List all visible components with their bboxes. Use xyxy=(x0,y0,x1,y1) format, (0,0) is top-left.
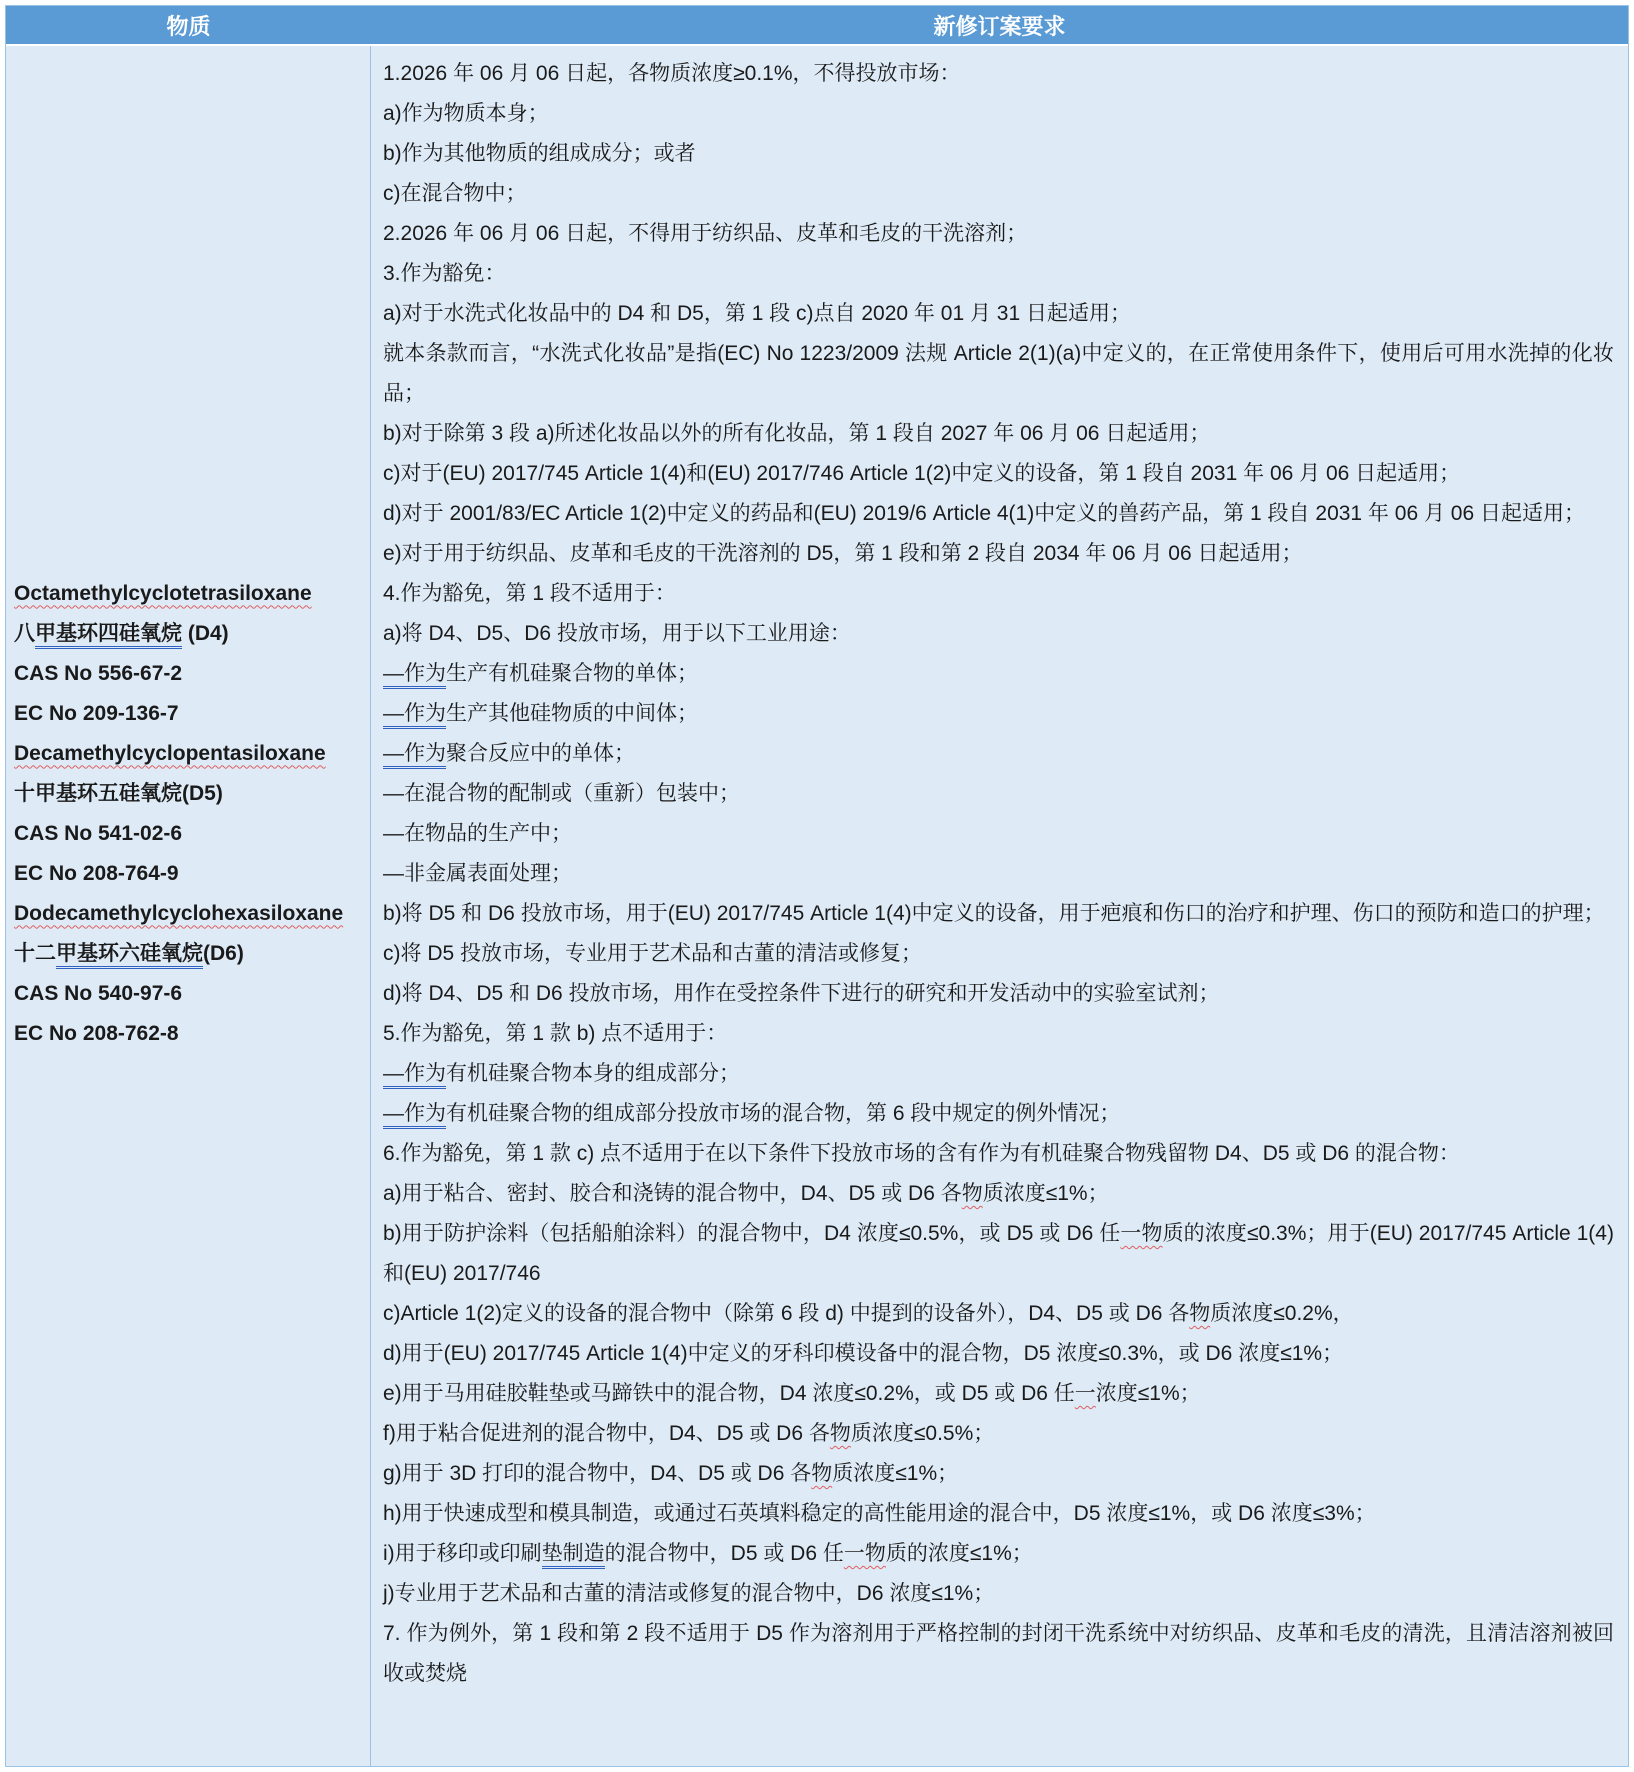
substance-line: EC No 208-764-9 xyxy=(14,861,179,885)
spellcheck-underline: 一 xyxy=(1074,1382,1096,1405)
requirement-paragraph: 2.2026 年 06 月 06 日起，不得用于纺织品、皮革和毛皮的干洗溶剂； xyxy=(383,222,1028,245)
requirement-paragraph: —作为聚合反应中的单体； xyxy=(383,734,1614,774)
spellcheck-underline: 物 xyxy=(829,1422,851,1445)
requirement-paragraph: —在混合物的配制或（重新）包装中； xyxy=(383,782,740,805)
spellcheck-underline: Dodecamethylcyclohexasiloxane xyxy=(14,901,344,925)
requirement-paragraph: c)对于(EU) 2017/745 Article 1(4)和(EU) 2017/746 Article 1(2)中定义的设备，第 1 段自 2031 年 06 月 06 日起适用； xyxy=(383,462,1461,485)
requirement-paragraph: b)作为其他物质的组成成分；或者 xyxy=(383,142,696,165)
requirement-paragraph: 就本条款而言，“水洗式化妆品”是指(EC) No 1223/2009 法规 Article 2(1)(a)中定义的，在正常使用条件下，使用后可用水洗掉的化妆品； xyxy=(383,342,1614,405)
substance-line: 八甲基环四硅氧烷 (D4) xyxy=(14,614,364,654)
table-header-row xyxy=(6,6,1628,46)
substance-line: EC No 209-136-7 xyxy=(14,701,179,725)
substance-line: CAS No 541-02-6 xyxy=(14,821,183,845)
substance-line: 十二甲基环六硅氧烷(D6) xyxy=(14,934,364,974)
requirement-paragraph: a)对于水洗式化妆品中的 D4 和 D5，第 1 段 c)点自 2020 年 01 月 31 日起适用； xyxy=(383,302,1131,325)
requirement-paragraph: d)对于 2001/83/EC Article 1(2)中定义的药品和(EU) 2019/6 Article 4(1)中定义的兽药产品，第 1 段自 2031 年 06 月 06 日起适用； xyxy=(383,502,1585,525)
requirement-paragraph: 4.作为豁免，第 1 段不适用于： xyxy=(383,582,676,605)
grammar-underline: —作为 xyxy=(383,1062,446,1089)
requirement-paragraph: —作为有机硅聚合物的组成部分投放市场的混合物，第 6 段中规定的例外情况； xyxy=(383,1094,1614,1134)
requirement-paragraph: b)将 D5 和 D6 投放市场，用于(EU) 2017/745 Article 1(4)中定义的设备，用于疤痕和伤口的治疗和护理、伤口的预防和造口的护理； xyxy=(383,902,1605,925)
spellcheck-underline: 一物 xyxy=(843,1542,886,1565)
grammar-underline: 垫制造 xyxy=(542,1542,605,1569)
spellcheck-underline: Octamethylcyclotetrasiloxane xyxy=(14,581,312,605)
requirement-paragraph: —非金属表面处理； xyxy=(383,862,572,885)
requirement-paragraph: g)用于 3D 打印的混合物中，D4、D5 或 D6 各物质浓度≤1%； xyxy=(383,1462,959,1485)
requirement-paragraph: f)用于粘合促进剂的混合物中，D4、D5 或 D6 各物质浓度≤0.5%； xyxy=(383,1422,995,1445)
requirements-cell xyxy=(371,46,1628,1766)
requirement-paragraph: d)将 D4、D5 和 D6 投放市场，用作在受控条件下进行的研究和开发活动中的实验室试剂； xyxy=(383,982,1220,1005)
requirement-paragraph: c)在混合物中； xyxy=(383,182,527,205)
spellcheck-underline: 一物 xyxy=(1120,1222,1163,1245)
requirement-paragraph: a)作为物质本身； xyxy=(383,102,549,125)
requirement-paragraph: h)用于快速成型和模具制造，或通过石英填料稳定的高性能用途的混合中，D5 浓度≤1%，或 D6 浓度≤3%； xyxy=(383,1502,1376,1525)
grammar-underline: —作为 xyxy=(383,742,446,769)
table-body-row xyxy=(6,46,1628,1766)
requirement-paragraph: 5.作为豁免，第 1 款 b) 点不适用于： xyxy=(383,1022,728,1045)
spellcheck-underline: 物 xyxy=(961,1182,983,1205)
requirement-paragraph: 3.作为豁免： xyxy=(383,262,506,285)
substance-line xyxy=(14,734,364,774)
substance-line xyxy=(14,574,364,614)
spellcheck-underline: 物 xyxy=(811,1462,833,1485)
requirement-paragraph: 1.2026 年 06 月 06 日起，各物质浓度≥0.1%，不得投放市场： xyxy=(383,62,961,85)
requirement-paragraph: —作为生产有机硅聚合物的单体； xyxy=(383,654,1614,694)
requirement-paragraph: —在物品的生产中； xyxy=(383,822,572,845)
substance-line: CAS No 540-97-6 xyxy=(14,981,183,1005)
requirement-paragraph: j)专业用于艺术品和古董的清洁或修复的混合物中，D6 浓度≤1%； xyxy=(383,1582,995,1605)
spellcheck-underline: Decamethylcyclopentasiloxane xyxy=(14,741,326,765)
requirement-paragraph: 7. 作为例外，第 1 段和第 2 段不适用于 D5 作为溶剂用于严格控制的封闭干洗系统中对纺织品、皮革和毛皮的清洗，且清洁溶剂被回收或焚烧 xyxy=(383,1622,1614,1685)
requirement-paragraph: b)用于防护涂料（包括船舶涂料）的混合物中，D4 浓度≤0.5%，或 D5 或 D6 任一物质的浓度≤0.3%；用于(EU) 2017/745 Article 1(4)和(EU) 2017/746 xyxy=(383,1222,1614,1285)
grammar-underline: 甲基环六硅氧烷 xyxy=(56,942,203,969)
requirements-column-title: 新修订案要求 xyxy=(933,13,1066,39)
spellcheck-underline: 物 xyxy=(1189,1302,1211,1325)
requirement-paragraph: 6.作为豁免，第 1 款 c) 点不适用于在以下条件下投放市场的含有作为有机硅聚合物残留物 D4、D5 或 D6 的混合物： xyxy=(383,1142,1460,1165)
requirement-paragraph: i)用于移印或印刷垫制造的混合物中，D5 或 D6 任一物质的浓度≤1%； xyxy=(383,1534,1614,1574)
requirement-paragraph: d)用于(EU) 2017/745 Article 1(4)中定义的牙科印模设备中的混合物，D5 浓度≤0.3%，或 D6 浓度≤1%； xyxy=(383,1342,1344,1365)
grammar-underline: —作为 xyxy=(383,662,446,689)
substance-requirements-table xyxy=(5,5,1629,1767)
requirement-paragraph: e)用于马用硅胶鞋垫或马蹄铁中的混合物，D4 浓度≤0.2%，或 D5 或 D6 任一浓度≤1%； xyxy=(383,1382,1201,1405)
requirement-paragraph: —作为有机硅聚合物本身的组成部分； xyxy=(383,1054,1614,1094)
substance-cell xyxy=(6,46,371,1766)
substance-line: EC No 208-762-8 xyxy=(14,1021,179,1045)
requirement-paragraph: c)Article 1(2)定义的设备的混合物中（除第 6 段 d) 中提到的设备外），D4、D5 或 D6 各物质浓度≤0.2%， xyxy=(383,1302,1354,1325)
header-cell-requirements xyxy=(371,6,1628,44)
substance-line xyxy=(14,894,364,934)
header-cell-substance xyxy=(6,6,371,44)
grammar-underline: —作为 xyxy=(383,1102,446,1129)
requirement-paragraph: c)将 D5 投放市场，专业用于艺术品和古董的清洁或修复； xyxy=(383,942,923,965)
substance-column-title: 物质 xyxy=(166,13,211,39)
grammar-underline: —作为 xyxy=(383,702,446,729)
requirement-paragraph: b)对于除第 3 段 a)所述化妆品以外的所有化妆品，第 1 段自 2027 年 06 月 06 日起适用； xyxy=(383,422,1211,445)
requirement-paragraph: —作为生产其他硅物质的中间体； xyxy=(383,694,1614,734)
substance-line: 十甲基环五硅氧烷(D5) xyxy=(14,781,223,805)
requirement-paragraph: e)对于用于纺织品、皮革和毛皮的干洗溶剂的 D5，第 1 段和第 2 段自 2034 年 06 月 06 日起适用； xyxy=(383,542,1303,565)
requirement-paragraph: a)用于粘合、密封、胶合和浇铸的混合物中，D4、D5 或 D6 各物质浓度≤1%； xyxy=(383,1182,1109,1205)
grammar-underline: 甲基环四硅氧烷 xyxy=(35,622,182,649)
substance-line: CAS No 556-67-2 xyxy=(14,661,183,685)
requirement-paragraph: a)将 D4、D5、D6 投放市场，用于以下工业用途： xyxy=(383,622,851,645)
